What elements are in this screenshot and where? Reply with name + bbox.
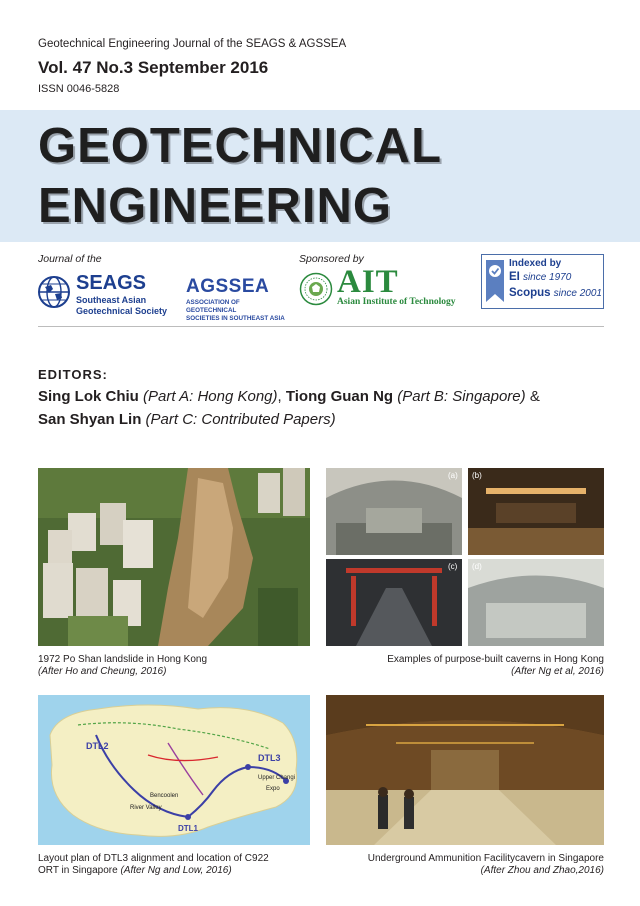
editor-1-part: (Part A: Hong Kong)	[143, 388, 278, 405]
caverns-caption-text: Examples of purpose-built caverns in Hong Kong	[387, 654, 604, 665]
ammunition-caption-text: Underground Ammunition Facilitycavern in Singapore	[367, 853, 604, 864]
editors-line-2	[38, 411, 336, 428]
caverns-caption	[326, 654, 604, 678]
indexed-by-label: Indexed by	[509, 258, 562, 269]
journal-name: Geotechnical Engineering Journal of the SEAGS & AGSSEA	[38, 38, 347, 50]
scopus-index	[509, 287, 602, 299]
ei-index	[509, 271, 571, 283]
agssea-subtitle-2: SOCIETIES IN SOUTHEAST ASIA	[186, 315, 285, 322]
cavern-photo-b	[468, 468, 604, 555]
editor-2-name: Tiong Guan Ng	[285, 388, 394, 405]
ei-label: EI	[509, 271, 520, 283]
seags-subtitle-2: Geotechnical Society	[76, 306, 168, 316]
title-line-2: ENGINEERING	[38, 179, 393, 233]
seags-subtitle	[76, 295, 186, 317]
map-label-dtl1: DTL1	[178, 824, 198, 833]
dtl3-caption-line-2: ORT in Singapore	[38, 865, 118, 876]
editor-3-part: (Part C: Contributed Papers)	[145, 411, 336, 428]
editor-1-name: Sing Lok Chiu	[38, 388, 139, 405]
landslide-photo	[38, 468, 310, 646]
cavern-label-b: (b)	[472, 471, 482, 480]
map-label-upper-changi: Upper Changi	[258, 775, 296, 781]
ait-subtitle: Asian Institute of Technology	[337, 297, 456, 307]
dtl3-map	[38, 695, 310, 845]
editors-line-1	[38, 388, 540, 405]
landslide-source: (After Ho and Cheung, 2016)	[38, 666, 167, 677]
ait-logo-text: AIT	[337, 264, 399, 300]
cavern-label-a: (a)	[448, 471, 458, 480]
cavern-photo-c	[326, 559, 462, 646]
map-label-bencoolen: Bencoolen	[150, 793, 179, 799]
map-label-river-valley: River Valley	[130, 805, 162, 811]
divider-line	[38, 326, 604, 327]
ammunition-caption	[326, 853, 604, 877]
landslide-caption	[38, 654, 207, 678]
caverns-source: (After Ng et al, 2016)	[511, 666, 604, 677]
dtl3-caption	[38, 853, 269, 877]
issn: ISSN 0046-5828	[38, 83, 120, 95]
editors-heading: EDITORS:	[38, 367, 108, 382]
map-label-dtl2: DTL2	[86, 741, 109, 751]
scopus-since: since 2001	[553, 288, 602, 299]
journal-of-label: Journal of the	[38, 253, 102, 265]
agssea-subtitle-1: ASSOCIATION OF GEOTECHNICAL	[186, 299, 240, 314]
ei-since: since 1970	[522, 272, 572, 283]
cavern-photo-a	[326, 468, 462, 555]
agssea-subtitle	[186, 299, 286, 323]
sponsored-by-label: Sponsored by	[299, 253, 364, 265]
seags-logo-text: SEAGS	[76, 272, 147, 294]
seags-subtitle-1: Southeast Asian	[76, 295, 147, 305]
map-label-expo: Expo	[266, 786, 280, 792]
editor-2-part: (Part B: Singapore)	[397, 388, 526, 405]
ammunition-source: (After Zhou and Zhao,2016)	[480, 865, 604, 876]
ammunition-cavern-photo	[326, 695, 604, 845]
cavern-label-c: (c)	[448, 562, 458, 571]
ribbon-badge-icon	[485, 259, 505, 303]
title-line-1: GEOTECHNICAL	[38, 119, 442, 173]
volume-issue: Vol. 47 No.3 September 2016	[38, 58, 269, 77]
seags-globe-icon	[37, 275, 71, 309]
cavern-label-d: (d)	[472, 562, 482, 571]
landslide-caption-text: 1972 Po Shan landslide in Hong Kong	[38, 654, 208, 665]
editor-3-name: San Shyan Lin	[38, 411, 142, 428]
dtl3-caption-line-1: Layout plan of DTL3 alignment and location of C922	[38, 853, 269, 864]
ait-seal-icon	[299, 272, 333, 306]
scopus-label: Scopus	[509, 287, 551, 299]
map-label-dtl3: DTL3	[258, 753, 281, 763]
editor-ampersand: &	[525, 388, 540, 405]
editor-separator: ,	[277, 388, 286, 405]
agssea-logo-text: AGSSEA	[186, 276, 270, 297]
cavern-photo-d	[468, 559, 604, 646]
caverns-collage	[326, 468, 604, 646]
dtl3-source: (After Ng and Low, 2016)	[120, 865, 232, 876]
